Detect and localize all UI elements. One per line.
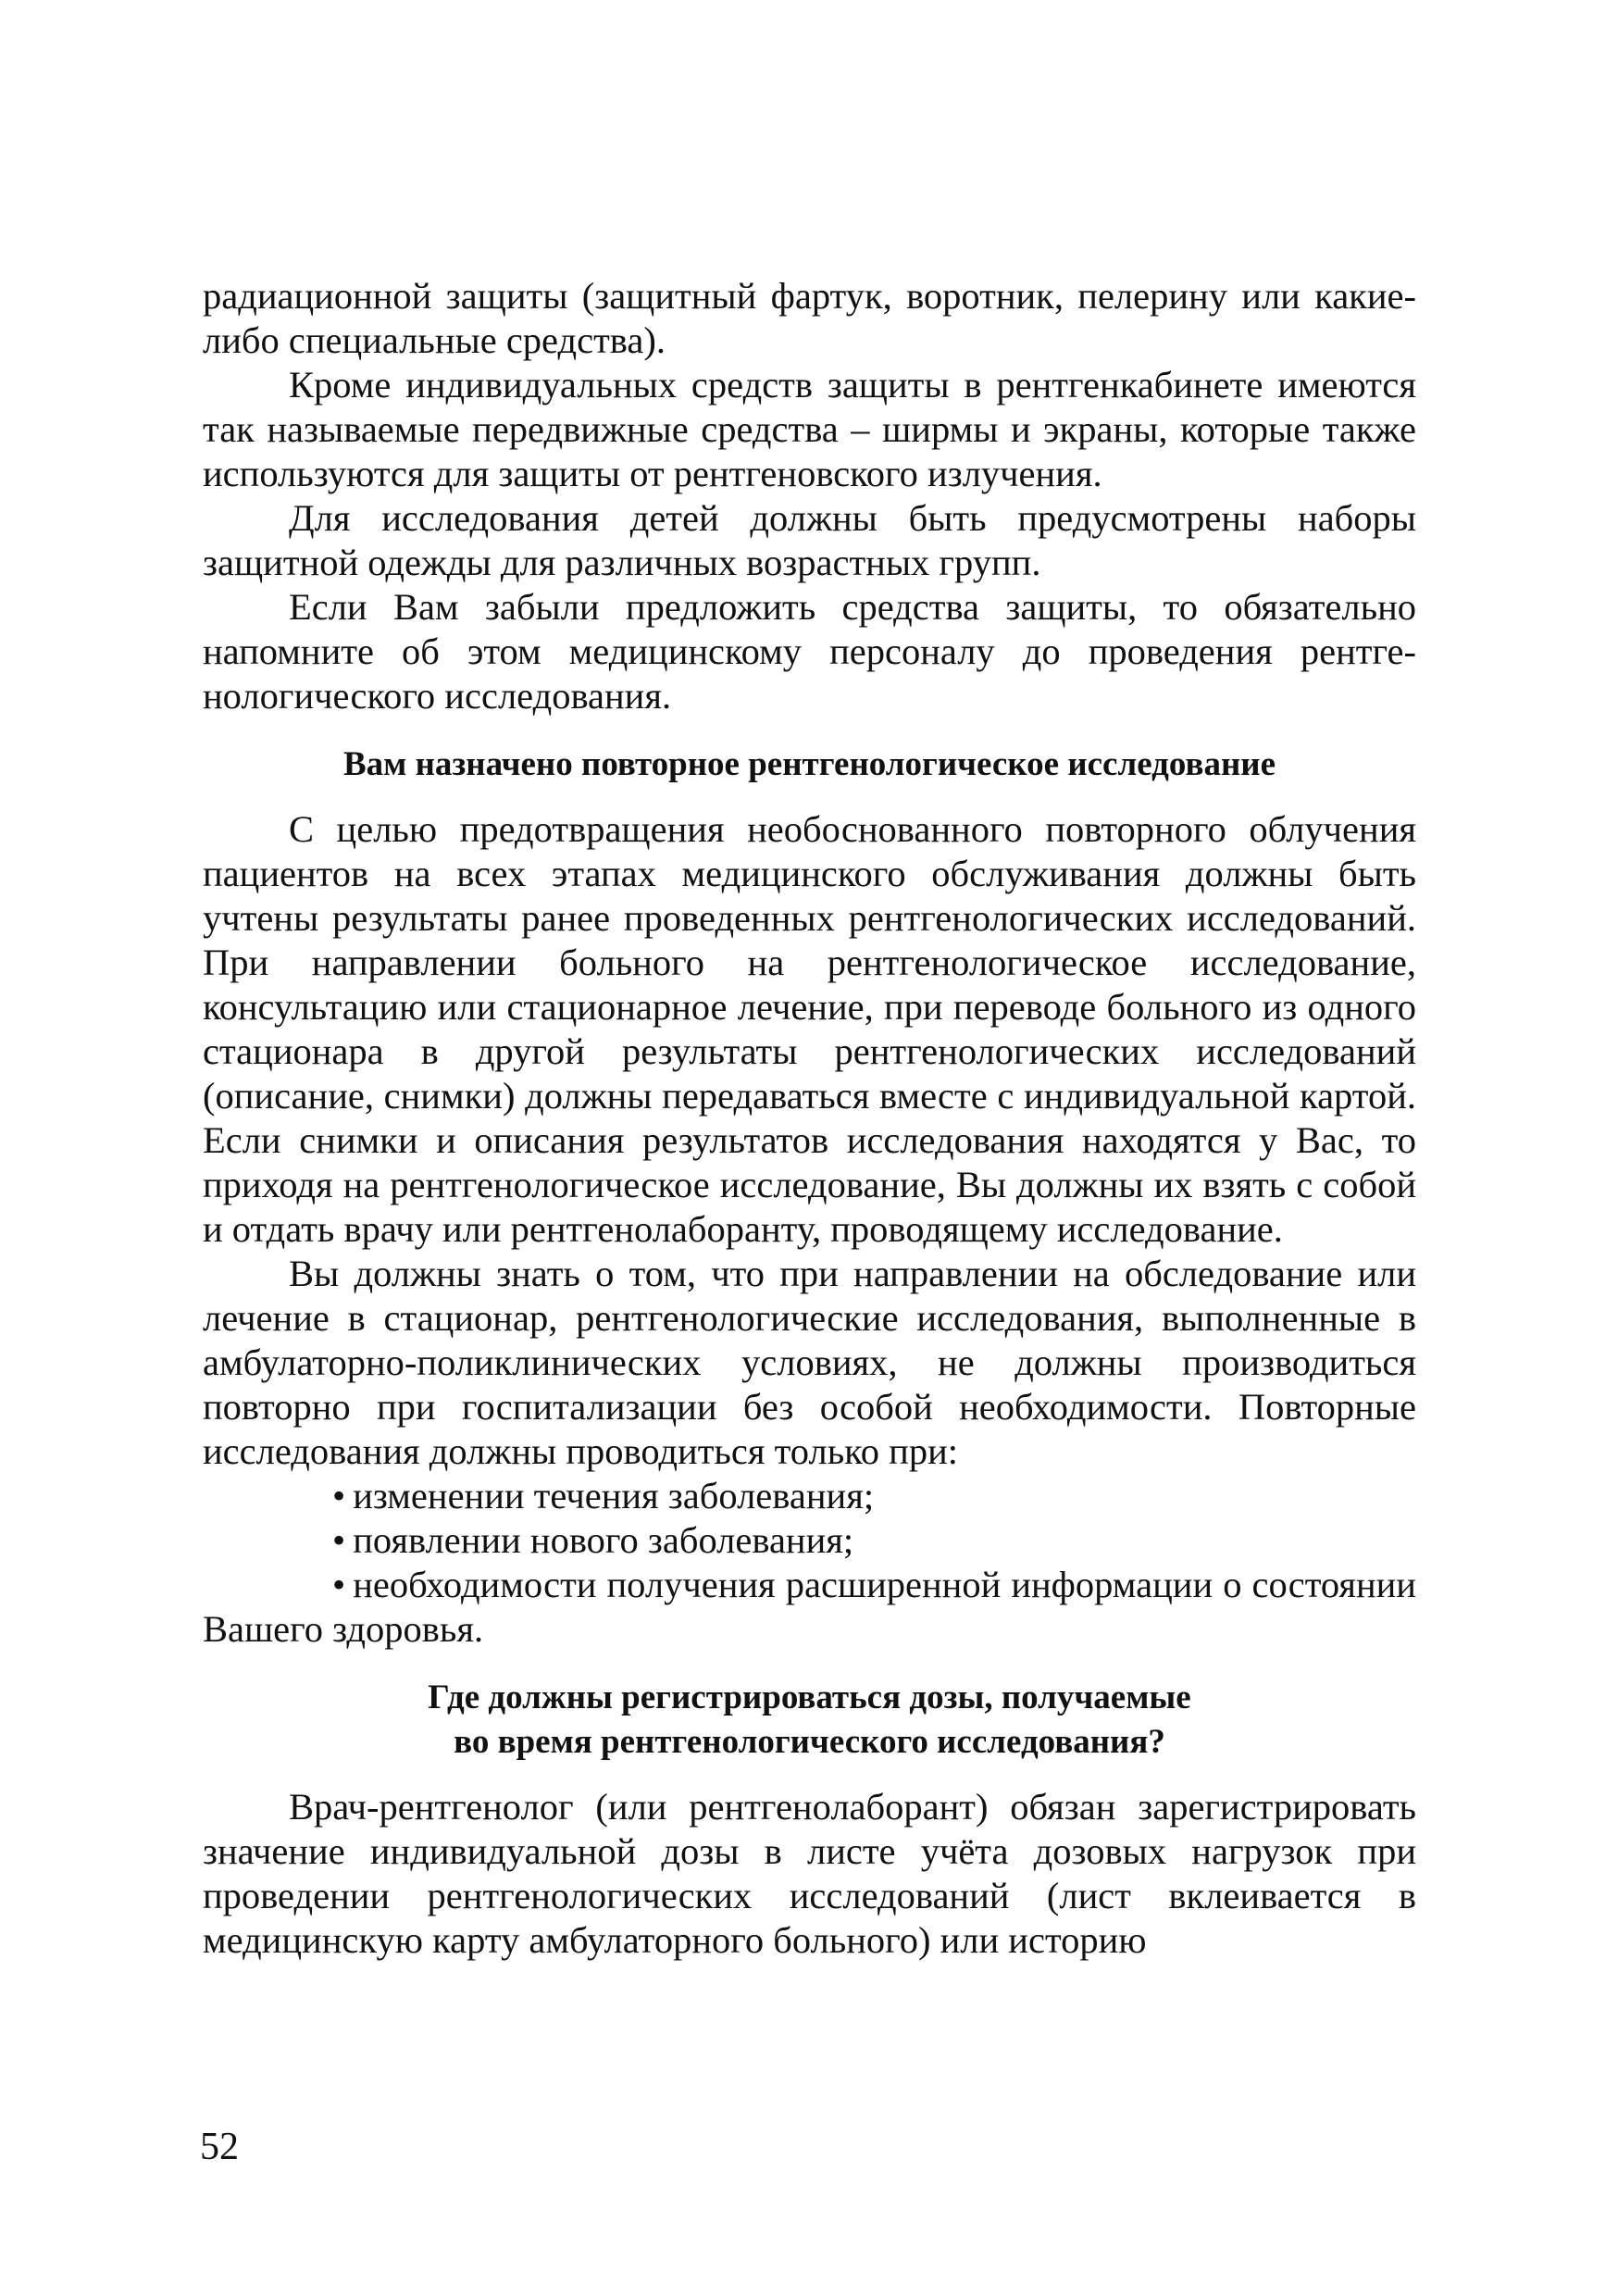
paragraph-hospitalization: Вы должны знать о том, что при направлении на обследование или лечение в стационар, рентгенологические исследования, выполненные в амбулаторно-поликлинических условиях, не должны производиться повторно при госпитализации без особой необходимости. Повторные исследования должны проводиться только при:: [203, 1253, 1416, 1472]
section-heading-dose-registration: [203, 1676, 1416, 1765]
paragraph-dose-record: Врач-рентгенолог (или рентгенолаборант) обязан зарегистрировать значение индивидуальной дозы в листе учёта дозовых нагрузок при проведении рентгенологических исследований (лист вклеивается в медицинскую карту амбулаторного больного) или историю: [203, 1786, 1416, 1961]
paragraph-mobile-protection: Кроме индивидуальных средств защиты в рентгенкабинете имеются так называемые передвижные средства – ширмы и экраны, которые также используются для защиты от рентгеновского излучения.: [203, 364, 1416, 494]
page-number: 52: [200, 2126, 239, 2168]
list-item: • необходимости получения расширенной информации о состоянии Вашего здоровья.: [203, 1564, 1416, 1650]
bullet-icon: •: [332, 1475, 346, 1516]
bullet-icon: •: [332, 1519, 346, 1561]
bullet-icon: •: [332, 1564, 346, 1605]
paragraph-prevent-repeat-exposure: С целью предотвращения необоснованного повторного облучения пациентов на всех этапах медицинского обслуживания должны быть учтены результаты ранее проведенных рентгенологических исследований. При направлении больного на рентгенологическое исследование, консультацию или стационарное лечение, при переводе больного из одного стационара в другой результаты рентгенологических исследований (описание, снимки) должны передаваться вместе с индивидуальной картой. Если снимки и описания результатов исследования находятся у Вас, то приходя на рентгенологическое исследование, Вы должны их взять с собой и отдать врачу или рентгенолаборанту, проводящему исследование.: [203, 808, 1416, 1250]
heading-line-1: Где должны регистрироваться дозы, получаемые: [428, 1678, 1191, 1716]
paragraph-children-protection: Для исследования детей должны быть предусмотрены наборы защитной одежды для различных возрастных групп.: [203, 497, 1416, 583]
list-item: • изменении течения заболевания;: [332, 1475, 875, 1516]
paragraph-remind-staff: Если Вам забыли предложить средства защиты, то обязательно напомните об этом медицинскому персоналу до проведения рентгенологического исследования.: [203, 586, 1416, 717]
condition-list: [203, 1474, 1416, 1652]
page-body: [203, 274, 1416, 1963]
heading-line-2: во время рентгенологического исследования?: [454, 1723, 1165, 1761]
paragraph-continuation: радиационной защиты (защитный фартук, воротник, пелерину или какие-либо специальные средства).: [203, 275, 1416, 361]
list-item: • появлении нового заболевания;: [332, 1519, 854, 1561]
section-heading-repeat-exam: Вам назначено повторное рентгенологическое исследование: [342, 745, 1276, 783]
